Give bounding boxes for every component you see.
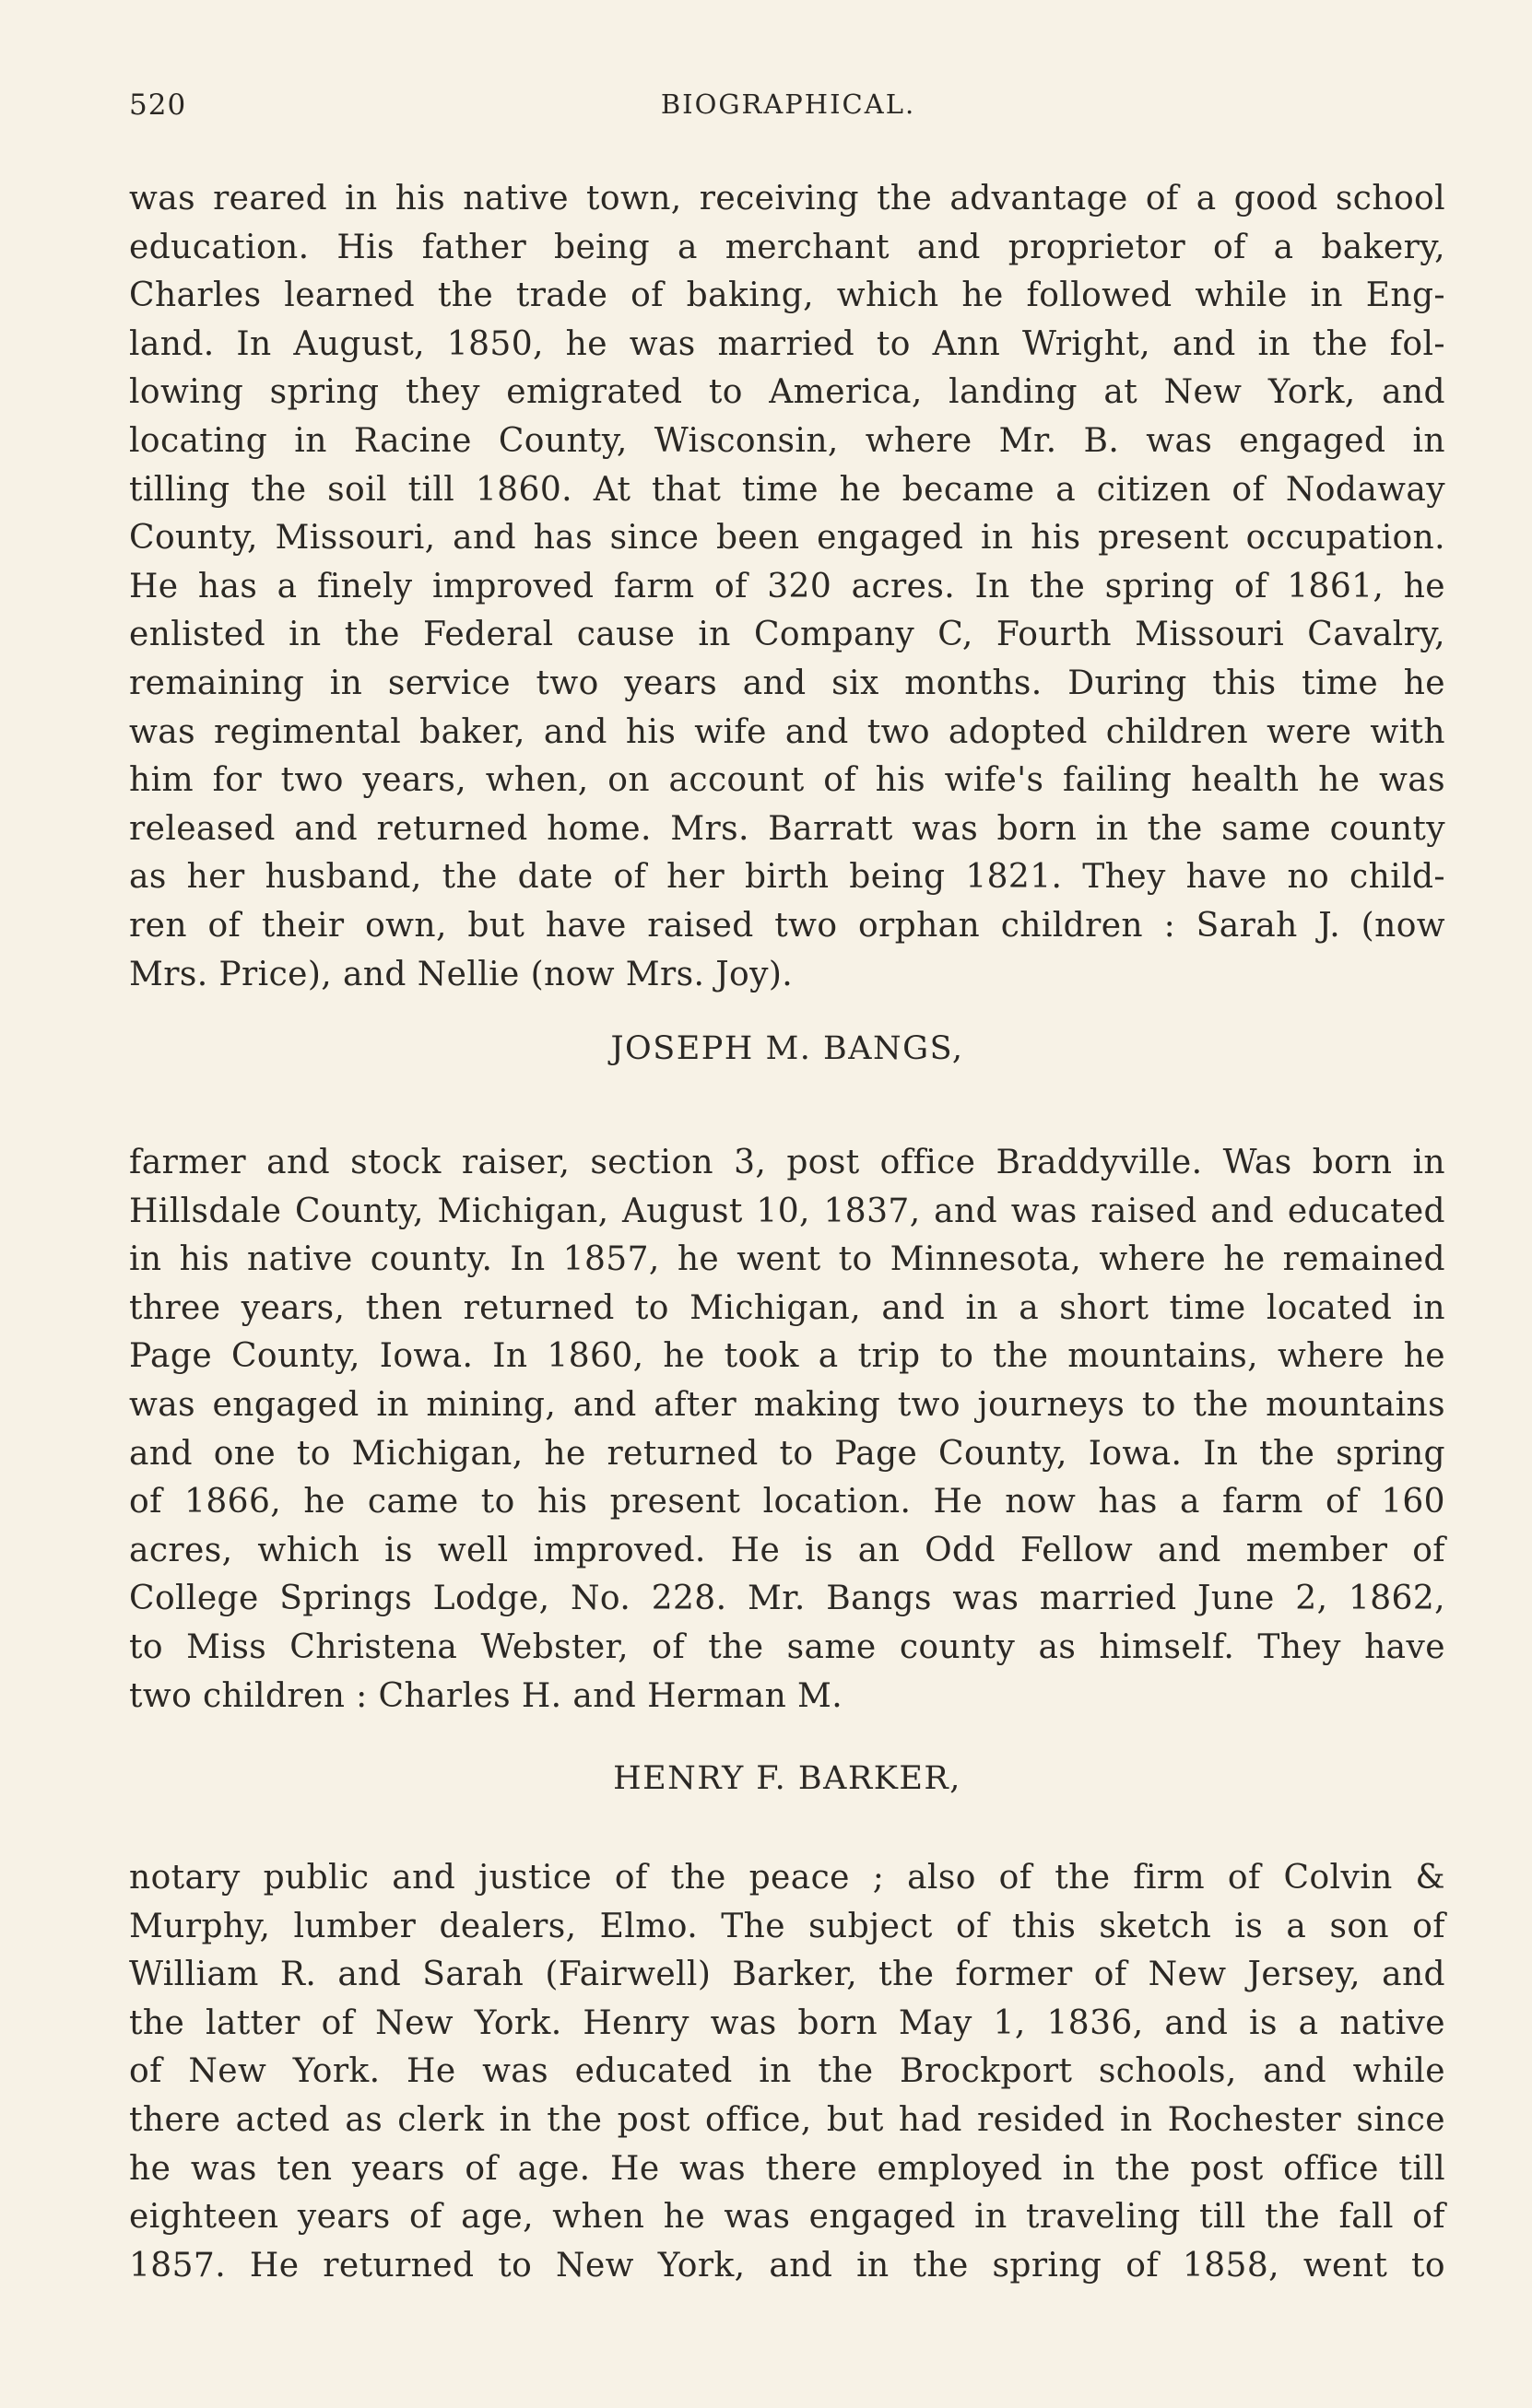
bangs-biography-paragraph (129, 1139, 1445, 1721)
running-title: BIOGRAPHICAL. (660, 88, 916, 120)
text-line: acres, which is well improved. He is an Odd Fellow and member of (129, 1531, 1445, 1569)
text-line: William R. and Sarah (Fairwell) Barker, the former of New Jersey, and (129, 1956, 1445, 1994)
barker-biography-paragraph (129, 1854, 1445, 2290)
text-line: and one to Michigan, he returned to Page County, Iowa. In the spring (129, 1434, 1445, 1473)
text-line: was reared in his native town, receiving the advantage of a good school (129, 180, 1445, 217)
text-line: College Springs Lodge, No. 228. Mr. Bangs was married June 2, 1862, (129, 1580, 1445, 1618)
text-line: released and returned home. Mrs. Barratt was born in the same county (129, 809, 1445, 848)
text-line: Hillsdale County, Michigan, August 10, 1837, and was raised and educated (129, 1192, 1445, 1230)
text-line: 1857. He returned to New York, and in the spring of 1858, went to (129, 2246, 1445, 2285)
text-line: there acted as clerk in the post office, but had resided in Rochester since (129, 2100, 1445, 2139)
text-line: locating in Racine County, Wisconsin, where Mr. B. was engaged in (129, 421, 1445, 460)
text-line: land. In August, 1850, he was married to Ann Wright, and in the fol- (129, 324, 1445, 363)
text-line: was engaged in mining, and after making two journeys to the mountains (129, 1385, 1445, 1424)
text-line: he was ten years of age. He was there employed in the post office till (129, 2149, 1445, 2188)
text-line: of 1866, he came to his present location. He now has a farm of 160 (129, 1483, 1445, 1521)
text-line: in his native county. In 1857, he went to Minnesota, where he remained (129, 1240, 1445, 1279)
text-line: the latter of New York. Henry was born May 1, 1836, and is a native (129, 2003, 1445, 2042)
text-line: Murphy, lumber dealers, Elmo. The subject of this sketch is a son of (129, 1907, 1445, 1945)
text-line: He has a finely improved farm of 320 acres. In the spring of 1861, he (129, 567, 1445, 605)
text-line: enlisted in the Federal cause in Company C, Fourth Missouri Cavalry, (129, 616, 1445, 654)
text-line: tilling the soil till 1860. At that time he became a citizen of Nodaway (129, 470, 1445, 509)
text-line: farmer and stock raiser, section 3, post office Braddyville. Was born in (129, 1144, 1445, 1181)
page-number: 520 (129, 88, 187, 122)
text-line: as her husband, the date of her birth being 1821. They have no child- (129, 858, 1445, 897)
text-line: Page County, Iowa. In 1860, he took a trip to the mountains, where he (129, 1337, 1445, 1376)
text-line: was regimental baker, and his wife and two adopted children were with (129, 712, 1445, 751)
text-line: three years, then returned to Michigan, and in a short time located in (129, 1288, 1445, 1327)
text-line: Charles learned the trade of baking, which he followed while in Eng- (129, 276, 1445, 315)
text-line: of New York. He was educated in the Brockport schools, and while (129, 2052, 1445, 2091)
text-line: to Miss Christena Webster, of the same county as himself. They have (129, 1627, 1445, 1666)
text-line: notary public and justice of the peace ; also of the firm of Colvin & (129, 1859, 1445, 1897)
running-head (129, 88, 1447, 135)
text-line: education. His father being a merchant and proprietor of a bakery, (129, 228, 1445, 266)
section-heading-bangs: JOSEPH M. BANGS, (610, 1030, 964, 1067)
text-line: ren of their own, but have raised two orphan children : Sarah J. (now (129, 906, 1445, 945)
text-line: Mrs. Price), and Nellie (now Mrs. Joy). (129, 955, 794, 993)
text-line: lowing spring they emigrated to America, landing at New York, and (129, 373, 1445, 412)
text-line: County, Missouri, and has since been engaged in his present occupation. (129, 519, 1445, 558)
text-line: two children : Charles H. and Herman M. (129, 1676, 843, 1715)
barratt-continuation-paragraph (129, 175, 1445, 999)
text-line: eighteen years of age, when he was engaged in traveling till the fall of (129, 2198, 1445, 2237)
section-heading-barker: HENRY F. BARKER, (613, 1760, 961, 1797)
text-line: him for two years, when, on account of his wife's failing health he was (129, 761, 1445, 800)
text-line: remaining in service two years and six months. During this time he (129, 664, 1445, 702)
